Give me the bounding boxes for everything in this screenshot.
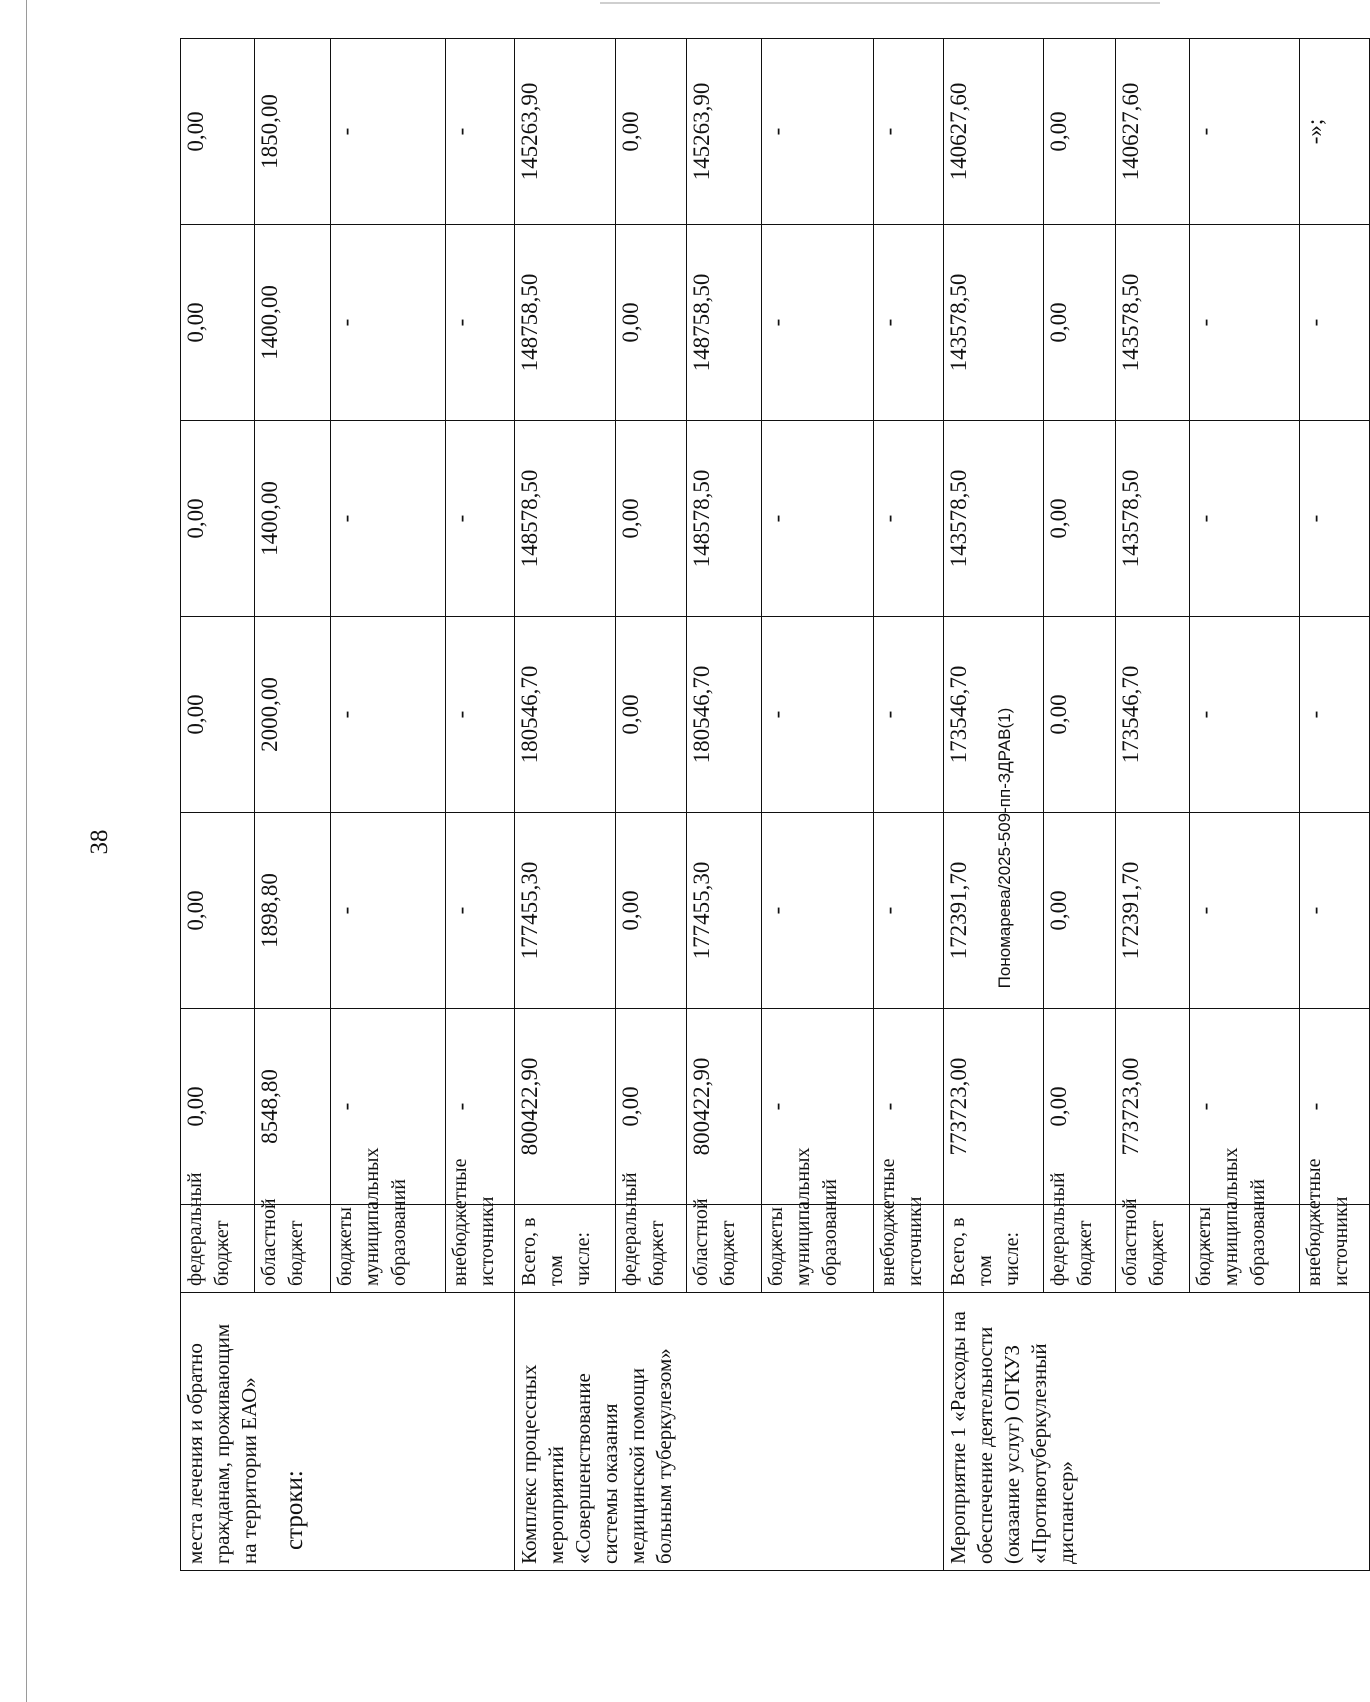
amount-cell: -	[1190, 617, 1300, 813]
measure-name-cell: Комплекс процессных мероприятий «Совершенствование системы оказания медицинской помощи больным туберкулезом»	[515, 1293, 944, 1571]
amount-cell: -	[1300, 617, 1370, 813]
amount-cell: 148578,50	[687, 421, 761, 617]
amount-cell: 0,00	[615, 421, 687, 617]
amount-cell: 800422,90	[515, 1009, 616, 1205]
amount-cell: 0,00	[615, 225, 687, 421]
amount-cell: -	[874, 225, 943, 421]
amount-cell: -	[445, 225, 514, 421]
amount-cell: -	[1190, 39, 1300, 225]
amount-cell: -	[330, 813, 445, 1009]
funding-source-cell: бюджеты муниципальных образований	[1190, 1205, 1300, 1293]
amount-cell: -	[761, 225, 874, 421]
amount-cell: 0,00	[181, 617, 255, 813]
amount-cell: 0,00	[181, 421, 255, 617]
amount-cell: 140627,60	[943, 39, 1044, 225]
amount-cell: 180546,70	[687, 617, 761, 813]
amount-cell: -	[761, 617, 874, 813]
amount-cell: -	[874, 39, 943, 225]
amount-cell: 173546,70	[943, 617, 1044, 813]
amount-cell: 773723,00	[1116, 1009, 1190, 1205]
after-table-text: строки:	[281, 1470, 308, 1550]
funding-source-cell: федеральный бюджет	[615, 1205, 687, 1293]
amount-cell: 0,00	[615, 39, 687, 225]
amount-cell: 0,00	[181, 39, 255, 225]
amount-cell: 0,00	[181, 225, 255, 421]
amount-cell: 180546,70	[515, 617, 616, 813]
funding-source-cell: внебюджетные источники	[874, 1205, 943, 1293]
amount-cell: 0,00	[1044, 1009, 1116, 1205]
amount-cell: 148758,50	[515, 225, 616, 421]
amount-cell: -	[1300, 421, 1370, 617]
amount-cell: 145263,90	[687, 39, 761, 225]
amount-cell: -	[445, 813, 514, 1009]
amount-cell: -	[761, 39, 874, 225]
amount-cell: -	[1190, 421, 1300, 617]
amount-cell: 0,00	[181, 813, 255, 1009]
funding-source-cell: внебюджетные источники	[1300, 1205, 1370, 1293]
amount-cell: 173546,70	[1116, 617, 1190, 813]
amount-cell: 143578,50	[1116, 225, 1190, 421]
amount-cell: -	[761, 1009, 874, 1205]
amount-cell: -	[874, 617, 943, 813]
amount-cell: 773723,00	[943, 1009, 1044, 1205]
scan-edge-top	[600, 2, 1160, 4]
amount-cell: -	[330, 421, 445, 617]
amount-cell: -	[874, 1009, 943, 1205]
amount-cell: 148758,50	[687, 225, 761, 421]
amount-cell: 800422,90	[687, 1009, 761, 1205]
measure-name-cell: Мероприятие 1 «Расходы на обеспечение деятельности (оказание услуг) ОГКУЗ «Противотуберкулезный диспансер»	[943, 1293, 1369, 1571]
amount-cell: -	[1300, 1009, 1370, 1205]
amount-cell: -	[330, 39, 445, 225]
budget-table-rotated	[180, 39, 1370, 1571]
amount-cell: 1850,00	[255, 39, 330, 225]
funding-source-cell: областной бюджет	[687, 1205, 761, 1293]
amount-cell: -	[874, 421, 943, 617]
amount-cell: 0,00	[615, 617, 687, 813]
funding-source-cell: федеральный бюджет	[181, 1205, 255, 1293]
amount-cell: -	[1190, 813, 1300, 1009]
amount-cell: 0,00	[1044, 225, 1116, 421]
amount-cell: 1898,80	[255, 813, 330, 1009]
funding-source-cell: федеральный бюджет	[1044, 1205, 1116, 1293]
amount-cell: 2000,00	[255, 617, 330, 813]
amount-cell: 8548,80	[255, 1009, 330, 1205]
amount-cell: 148578,50	[515, 421, 616, 617]
table-row	[515, 39, 616, 1571]
funding-source-cell: областной бюджет	[1116, 1205, 1190, 1293]
amount-cell: -	[330, 225, 445, 421]
amount-cell: -	[445, 1009, 514, 1205]
table-row	[181, 39, 255, 1571]
amount-cell: 0,00	[1044, 813, 1116, 1009]
amount-cell: -	[761, 813, 874, 1009]
amount-cell: 0,00	[615, 813, 687, 1009]
measure-name-cell: места лечения и обратно гражданам, проживающим на территории ЕАО»	[181, 1293, 515, 1571]
amount-cell: 0,00	[181, 1009, 255, 1205]
amount-cell: 143578,50	[943, 421, 1044, 617]
amount-cell: 172391,70	[1116, 813, 1190, 1009]
footer-document-code: Пономарева/2025-509-пп-ЗДРАВ(1)	[995, 707, 1014, 989]
amount-cell: -	[445, 617, 514, 813]
amount-cell: -	[1300, 813, 1370, 1009]
amount-cell: 145263,90	[515, 39, 616, 225]
amount-cell: -»;	[1300, 39, 1370, 225]
budget-table	[180, 38, 1370, 1571]
funding-source-cell: Всего, в том числе:	[943, 1205, 1044, 1293]
amount-cell: 0,00	[1044, 39, 1116, 225]
funding-source-cell: внебюджетные источники	[445, 1205, 514, 1293]
amount-cell: -	[1300, 225, 1370, 421]
amount-cell: 0,00	[1044, 421, 1116, 617]
amount-cell: -	[1190, 1009, 1300, 1205]
amount-cell: 0,00	[1044, 617, 1116, 813]
scan-edge-left	[26, 0, 27, 1702]
amount-cell: -	[330, 1009, 445, 1205]
amount-cell: -	[445, 39, 514, 225]
amount-cell: -	[761, 421, 874, 617]
funding-source-cell: областной бюджет	[255, 1205, 330, 1293]
amount-cell: 143578,50	[943, 225, 1044, 421]
amount-cell: 0,00	[615, 1009, 687, 1205]
page-number: 38	[86, 829, 113, 855]
amount-cell: 172391,70	[943, 813, 1044, 1009]
funding-source-cell: бюджеты муниципальных образований	[761, 1205, 874, 1293]
amount-cell: 177455,30	[515, 813, 616, 1009]
amount-cell: -	[330, 617, 445, 813]
amount-cell: 1400,00	[255, 225, 330, 421]
amount-cell: 143578,50	[1116, 421, 1190, 617]
amount-cell: -	[874, 813, 943, 1009]
funding-source-cell: бюджеты муниципальных образований	[330, 1205, 445, 1293]
amount-cell: 177455,30	[687, 813, 761, 1009]
amount-cell: -	[445, 421, 514, 617]
amount-cell: 140627,60	[1116, 39, 1190, 225]
funding-source-cell: Всего, в том числе:	[515, 1205, 616, 1293]
table-body	[181, 39, 1370, 1571]
amount-cell: -	[1190, 225, 1300, 421]
amount-cell: 1400,00	[255, 421, 330, 617]
